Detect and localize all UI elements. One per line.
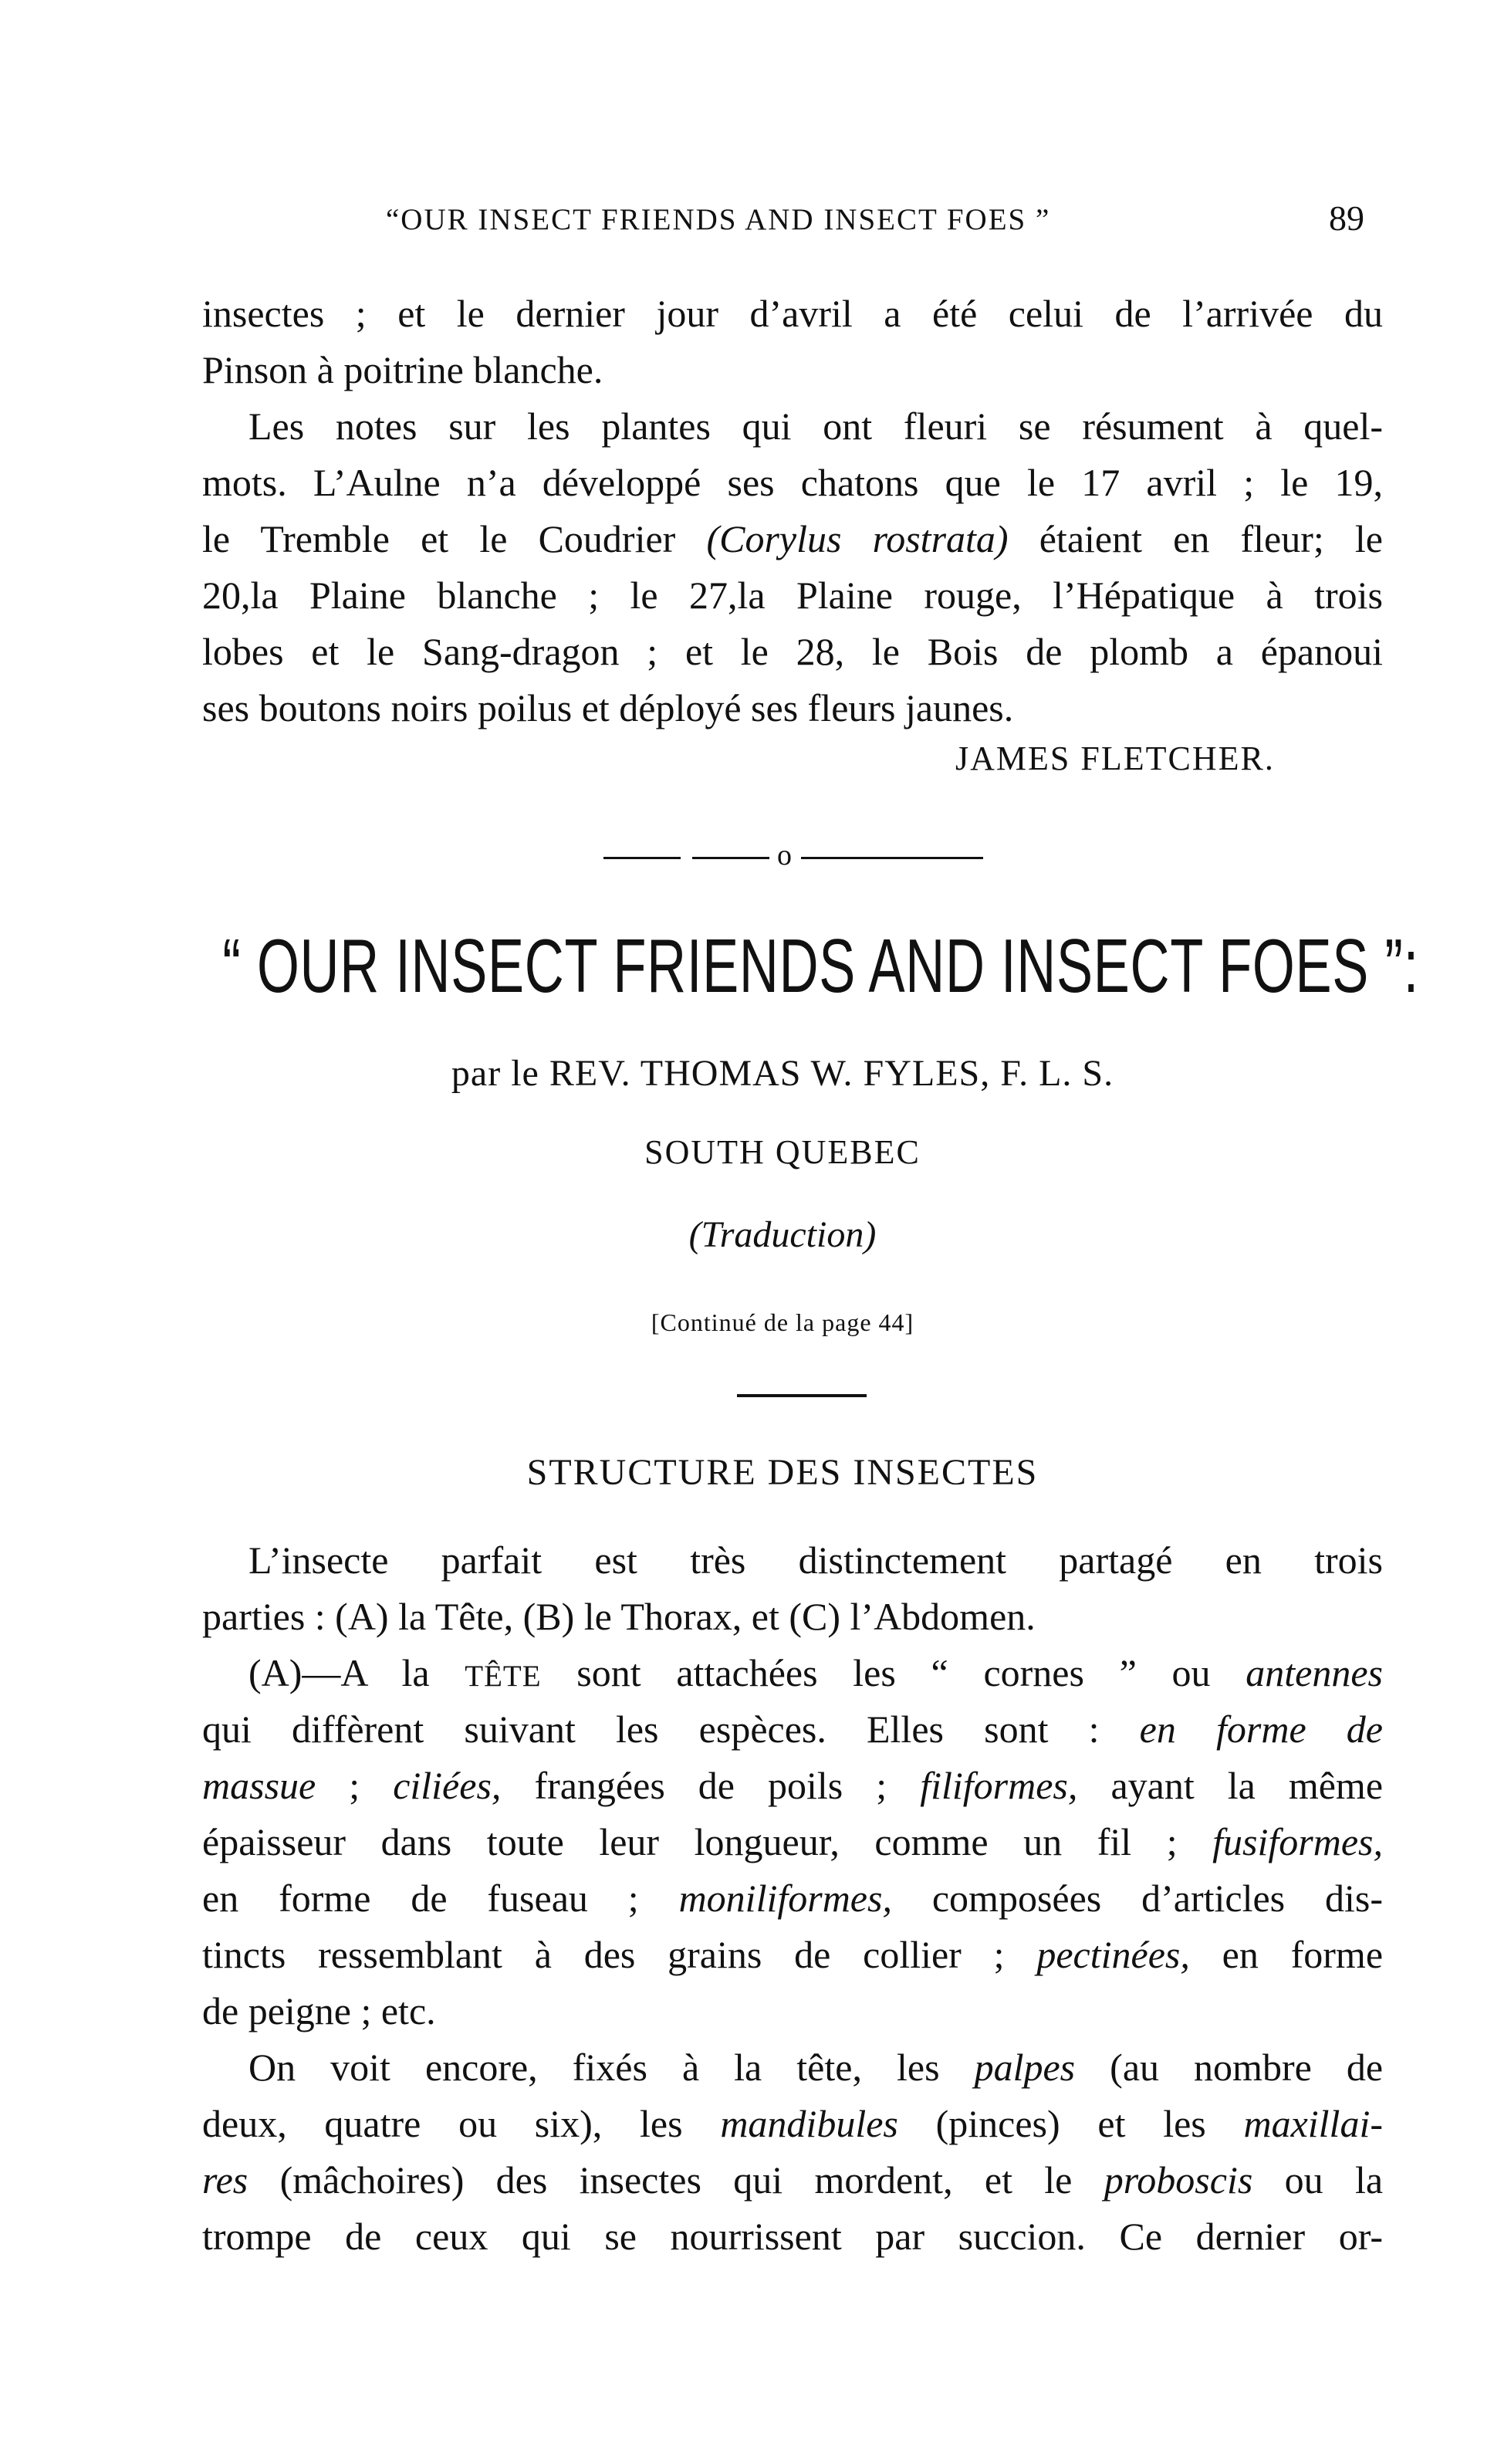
text-line: L’insecte parfait est très distinctement partagé en trois xyxy=(248,1538,1383,1582)
text-line xyxy=(202,2039,1383,2096)
text-line: Les notes sur les plantes qui ont fleuri se résument à quel- xyxy=(248,404,1383,448)
text-line xyxy=(202,1701,1383,1758)
text-segment: sont attachées les “ cornes ” ou xyxy=(576,1651,1211,1694)
italic-term: antennes xyxy=(1246,1651,1384,1694)
species-name: (Corylus rostrata) xyxy=(706,517,1009,560)
text-segment: épaisseur dans toute leur longueur, comme un fil ; xyxy=(202,1820,1178,1863)
italic-term: proboscis xyxy=(1104,2158,1253,2202)
text-line: Pinson à poitrine blanche. xyxy=(202,348,603,391)
text-line: de peigne ; etc. xyxy=(202,1989,436,2032)
text-line xyxy=(202,1758,1383,1814)
article-byline: par le REV. THOMAS W. FYLES, F. L. S. xyxy=(451,1053,1114,1094)
italic-term: mandibules xyxy=(720,2102,898,2145)
text-line xyxy=(202,511,1383,567)
text-segment: ; xyxy=(349,1764,360,1807)
text-line: lobes et le Sang-dragon ; et le 28, le Bois de plomb a épanoui xyxy=(202,630,1383,673)
letter-conclusion xyxy=(202,286,1383,736)
text-line xyxy=(202,1645,1383,1701)
text-segment: deux, quatre ou six), les xyxy=(202,2102,683,2145)
text-segment: ou la xyxy=(1284,2158,1384,2202)
text-line: parties : (A) la Tête, (B) le Thorax, et (C) l’Abdomen. xyxy=(202,1595,1036,1638)
italic-term: ciliées, xyxy=(393,1764,502,1807)
continued-note: [Continué de la page 44] xyxy=(651,1308,914,1336)
separator-rule xyxy=(603,857,681,859)
author-signature: JAMES FLETCHER. xyxy=(955,740,1275,777)
separator-rule xyxy=(692,857,769,859)
italic-term: palpes xyxy=(974,2046,1076,2089)
text-line: trompe de ceux qui se nourrissent par succion. Ce dernier or- xyxy=(202,2215,1383,2258)
article-body xyxy=(202,1532,1383,2265)
text-line xyxy=(202,2152,1383,2208)
separator-ornament: o xyxy=(777,839,792,872)
small-caps-term: TÊTE xyxy=(465,1660,542,1693)
italic-term: res xyxy=(202,2158,248,2202)
text-line: ses boutons noirs poilus et déployé ses fleurs jaunes. xyxy=(202,686,1014,729)
article-title: “ OUR INSECT FRIENDS AND INSECT FOES ”: xyxy=(222,923,1419,1008)
text-segment: frangées de poils ; xyxy=(534,1764,887,1807)
text-line xyxy=(202,1870,1383,1927)
italic-term: fusiformes, xyxy=(1212,1820,1384,1863)
text-line: 20,la Plaine blanche ; le 27,la Plaine rouge, l’Hépatique à trois xyxy=(202,574,1383,617)
italic-term: en forme de xyxy=(1139,1708,1383,1751)
italic-term: pectinées, xyxy=(1036,1933,1190,1976)
text-segment: ayant la même xyxy=(1110,1764,1384,1807)
text-line xyxy=(202,1814,1383,1870)
italic-term: maxillai- xyxy=(1243,2102,1383,2145)
divider-rule xyxy=(737,1394,867,1397)
text-line xyxy=(202,2096,1383,2152)
italic-term: moniliformes, xyxy=(678,1877,892,1920)
text-segment: étaient en fleur; le xyxy=(1039,517,1384,560)
page-number: 89 xyxy=(1329,198,1364,238)
running-head xyxy=(0,198,1494,249)
text-segment: composées d’articles dis- xyxy=(931,1877,1384,1920)
text-segment: (au nombre de xyxy=(1110,2046,1384,2089)
text-segment: (mâchoires) des insectes qui mordent, et le xyxy=(279,2158,1073,2202)
section-heading: STRUCTURE DES INSECTES xyxy=(526,1452,1039,1493)
translation-note: (Traduction) xyxy=(688,1214,877,1255)
text-line xyxy=(202,1927,1383,1983)
italic-term: massue xyxy=(202,1764,316,1807)
running-title: “OUR INSECT FRIENDS AND INSECT FOES ” xyxy=(386,203,1051,236)
text-segment: le Tremble et le Coudrier xyxy=(202,517,676,560)
text-segment: (pinces) et les xyxy=(935,2102,1206,2145)
article-place: SOUTH QUEBEC xyxy=(644,1133,921,1171)
italic-term: filiformes, xyxy=(920,1764,1078,1807)
text-segment: en forme xyxy=(1222,1933,1384,1976)
text-segment: (A)—A la xyxy=(248,1651,430,1694)
text-segment: qui diffèrent suivant les espèces. Elles sont : xyxy=(202,1708,1100,1751)
separator-rule xyxy=(801,857,983,859)
text-segment: On voit encore, fixés à la tête, les xyxy=(248,2046,940,2089)
text-segment: tincts ressemblant à des grains de collier ; xyxy=(202,1933,1005,1976)
text-line: mots. L’Aulne n’a développé ses chatons que le 17 avril ; le 19, xyxy=(202,461,1383,504)
text-segment: en forme de fuseau ; xyxy=(202,1877,639,1920)
text-line: insectes ; et le dernier jour d’avril a été celui de l’arrivée du xyxy=(202,292,1383,335)
section-separator xyxy=(603,841,983,872)
